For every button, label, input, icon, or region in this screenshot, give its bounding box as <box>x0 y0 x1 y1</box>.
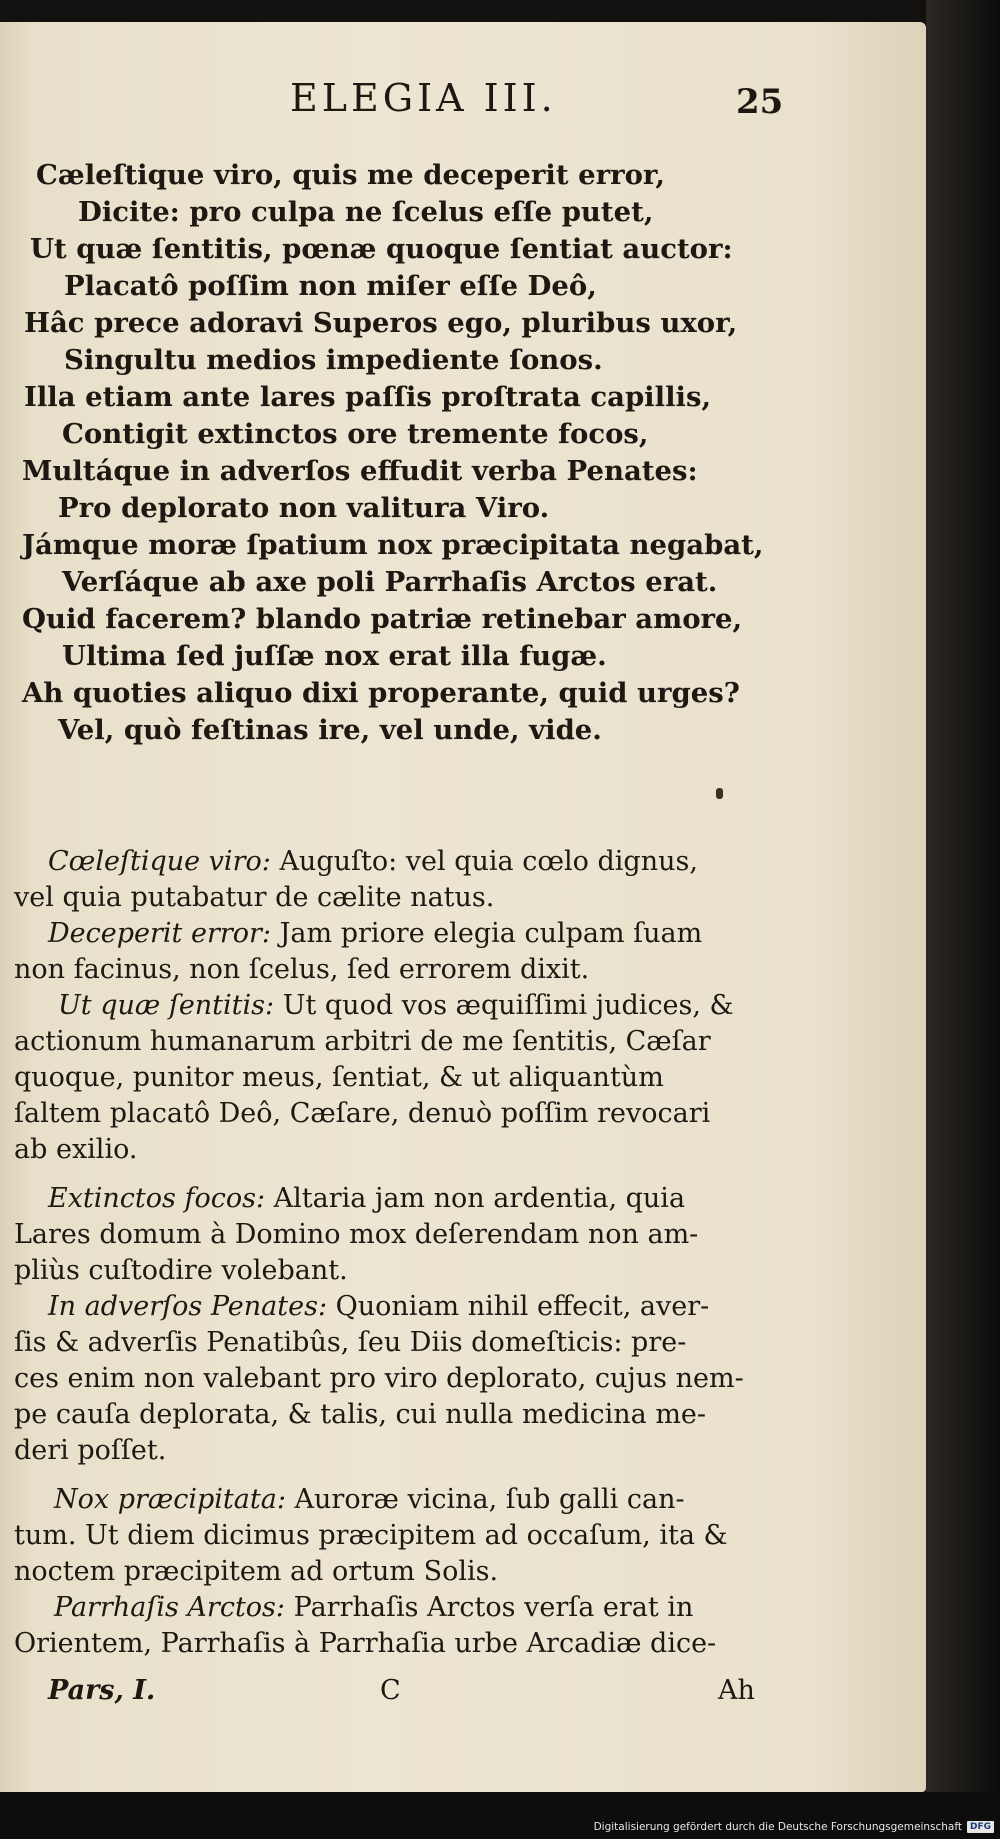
note-line <box>14 1329 686 1356</box>
digitization-credit <box>594 1821 994 1833</box>
verse-line: Ah quoties aliquo dixi properante, quid urges? <box>22 677 740 709</box>
note-text: Auguſto: vel quia cœlo dignus, <box>279 846 698 877</box>
running-header-title: ELEGIA III. <box>290 76 557 120</box>
note-lemma: Parrhaſis Arctos: <box>54 1592 286 1623</box>
note-text: Jam priore elegia culpam ſuam <box>279 918 703 949</box>
verse-line: Multáque in adverſos effudit verba Penates: <box>22 455 698 487</box>
dfg-logo: DFG <box>967 1821 994 1833</box>
note-lemma: Cœleſtique viro: <box>48 846 271 877</box>
verse-line: Placatô poſſim non miſer eſſe Deô, <box>64 270 597 302</box>
note-line <box>48 920 702 947</box>
note-text: Ut quod vos æquiſſimi judices, & <box>282 990 734 1021</box>
page-edge-shadow <box>926 0 1000 1812</box>
catchword: Ah <box>718 1675 755 1706</box>
note-text: actionum humanarum arbitri de me ſentitis, Cæſar <box>14 1026 711 1057</box>
note-text: Parrhaſis Arctos verſa erat in <box>293 1592 694 1623</box>
note-line <box>14 956 589 983</box>
note-lemma: Extinctos focos: <box>48 1183 266 1214</box>
verse-line: Jámque moræ ſpatium nox præcipitata negabat, <box>22 529 764 561</box>
note-line <box>14 1365 744 1392</box>
note-text: Quoniam nihil effecit, aver- <box>335 1291 710 1322</box>
verse-line: Vel, quò feſtinas ire, vel unde, vide. <box>58 714 602 746</box>
note-line <box>14 1437 166 1464</box>
note-text: ces enim non valebant pro viro deplorato, cujus nem- <box>14 1363 744 1394</box>
note-line <box>54 1486 685 1513</box>
verse-line: Pro deplorato non valitura Viro. <box>58 492 550 524</box>
note-text: quoque, punitor meus, ſentiat, & ut aliquantùm <box>14 1062 664 1093</box>
verse-line: Dicite: pro culpa ne ſcelus eſſe putet, <box>78 196 654 228</box>
note-lemma: Deceperit error: <box>48 918 272 949</box>
verse-line: Ut quæ ſentitis, pœnæ quoque ſentiat auctor: <box>30 233 733 265</box>
note-text: non facinus, non ſcelus, ſed errorem dixit. <box>14 954 590 985</box>
note-line <box>14 1136 137 1163</box>
note-lemma: Ut quæ ſentitis: <box>58 990 275 1021</box>
credit-text: Digitalisierung gefördert durch die Deutsche Forschungsgemeinschaft <box>593 1821 962 1833</box>
note-text: pe cauſa deplorata, & talis, cui nulla medicina me- <box>14 1399 707 1430</box>
note-lemma: In adverſos Penates: <box>48 1291 328 1322</box>
note-text: tum. Ut diem dicimus præcipitem ad occaſum, ita & <box>14 1520 728 1551</box>
note-text: ab exilio. <box>14 1134 138 1165</box>
note-text: noctem præcipitem ad ortum Solis. <box>14 1556 499 1587</box>
note-text: Altaria jam non ardentia, quia <box>273 1183 686 1214</box>
note-line <box>14 1064 664 1091</box>
verse-line: Cæleſtique viro, quis me deceperit error, <box>36 159 665 191</box>
signature-mark: Pars, I. <box>48 1675 156 1706</box>
verse-line: Hâc prece adoravi Superos ego, pluribus uxor, <box>24 307 738 339</box>
verse-line: Ultima ſed juſſæ nox erat illa fugæ. <box>62 640 607 672</box>
note-text: ſaltem placatô Deô, Cæſare, denuò poſſim revocari <box>14 1098 711 1129</box>
note-line <box>14 1630 716 1657</box>
note-line <box>14 1522 728 1549</box>
note-line <box>14 1221 698 1248</box>
note-line <box>14 1028 711 1055</box>
page-number: 25 <box>736 82 784 122</box>
note-text: Orientem, Parrhaſis à Parrhaſia urbe Arcadiæ dice- <box>14 1628 717 1659</box>
note-line <box>48 1293 709 1320</box>
note-line <box>14 1401 706 1428</box>
note-text: pliùs cuſtodire volebant. <box>14 1255 348 1286</box>
verse-line: Singultu medios impediente ſonos. <box>64 344 603 376</box>
note-line <box>14 884 494 911</box>
note-text: vel quia putabatur de cælite natus. <box>14 882 495 913</box>
note-line <box>58 992 734 1019</box>
note-lemma: Nox præcipitata: <box>54 1484 286 1515</box>
verse-line: Illa etiam ante lares paſſis proſtrata capillis, <box>24 381 712 413</box>
note-text: deri poſſet. <box>14 1435 167 1466</box>
verse-line: Quid facerem? blando patriæ retinebar amore, <box>22 603 743 635</box>
gathering-mark: C <box>380 1675 401 1706</box>
note-text: Auroræ vicina, ſub galli can- <box>294 1484 685 1515</box>
note-line <box>54 1594 693 1621</box>
note-line <box>14 1558 498 1585</box>
note-text: ſis & adverſis Penatibûs, ſeu Diis domeſticis: pre- <box>14 1327 687 1358</box>
verse-line: Contigit extinctos ore tremente focos, <box>62 418 649 450</box>
note-line <box>14 1257 348 1284</box>
ink-speck <box>716 788 723 799</box>
note-line <box>48 1185 685 1212</box>
verse-line: Verſáque ab axe poli Parrhaſis Arctos erat. <box>62 566 718 598</box>
note-line <box>48 848 698 875</box>
note-text: Lares domum à Domino mox deſerendam non am- <box>14 1219 699 1250</box>
note-line <box>14 1100 710 1127</box>
